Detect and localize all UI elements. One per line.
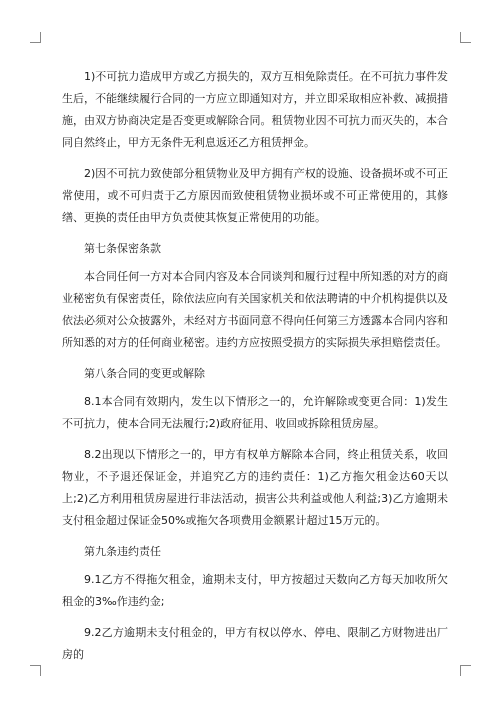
clause-9-1: 9.1乙方不得拖欠租金，逾期未支付，甲方按超过天数向乙方每天加收所欠租金的3‰作违约金; <box>62 573 448 608</box>
crop-mark-top-left <box>30 32 41 43</box>
clause-force-majeure-2: 2)因不可抗力致使部分租赁物业及甲方拥有产权的设施、设备损坏或不可正常使用，或不可归责于乙方原因而致使租赁物业损坏或不可正常使用的，其修缮、更换的责任由甲方负责使其恢复正常使用的功能。 <box>62 167 448 224</box>
clause-8-1: 8.1本合同有效期内，发生以下情形之一的，允许解除或变更合同：1)发生不可抗力，使本合同无法履行;2)政府征用、收回或拆除租赁房屋。 <box>62 395 448 430</box>
crop-mark-bottom-right <box>460 665 471 676</box>
clause-force-majeure-1: 1)不可抗力造成甲方或乙方损失的，双方互相免除责任。在不可抗力事件发生后，不能继续履行合同的一方应立即通知对方，并立即采取相应补救、减损措施，由双方协商决定是否变更或解除合同。租赁物业因不可抗力而灭失的，本合同自然终止，甲方无条件无利息返还乙方租赁押金。 <box>62 70 448 149</box>
crop-mark-top-right <box>460 32 471 43</box>
section-heading-9: 第九条违约责任 <box>84 545 161 558</box>
clause-8-2: 8.2出现以下情形之一的，甲方有权单方解除本合同，终止租赁关系，收回物业，不予退还保证金，并追究乙方的违约责任：1)乙方拖欠租金达60天以上;2)乙方利用租赁房屋进行非法活动，损害公共利益或他人利益;3)乙方逾期未支付租金超过保证金50%或拖欠各项费用金额累计超过15万元的。 <box>62 448 448 527</box>
clause-confidentiality: 本合同任何一方对本合同内容及本合同谈判和履行过程中所知悉的对方的商业秘密负有保密责任，除依法应向有关国家机关和依法聘请的中介机构提供以及依法必须对公众披露外，未经对方书面同意不得向任何第三方透露本合同内容和所知悉的对方的任何商业秘密。违约方应按照受损方的实际损失承担赔偿责任。 <box>62 270 448 349</box>
clause-9-2: 9.2乙方逾期未支付租金的，甲方有权以停水、停电、限制乙方财物进出厂房的 <box>62 626 448 661</box>
section-heading-7: 第七条保密条款 <box>84 242 161 255</box>
section-heading-8: 第八条合同的变更或解除 <box>84 367 205 380</box>
document-body <box>62 66 448 675</box>
crop-mark-bottom-left <box>30 665 41 676</box>
